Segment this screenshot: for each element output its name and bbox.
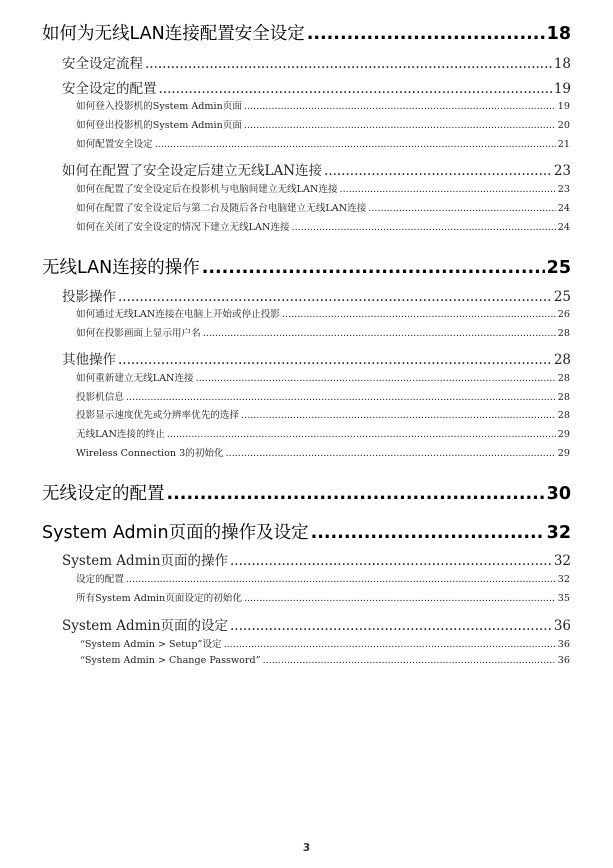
toc-entry[interactable] xyxy=(76,117,570,131)
toc-entry-page: 28 xyxy=(557,392,570,403)
toc-entry-page: 26 xyxy=(557,309,570,320)
dot-leader xyxy=(203,328,556,339)
toc-entry[interactable] xyxy=(62,159,571,179)
toc-entry[interactable] xyxy=(76,571,570,585)
toc-entry-page: 23 xyxy=(553,163,571,179)
toc-entry[interactable] xyxy=(76,426,570,440)
dot-leader xyxy=(159,81,552,97)
toc-entry-title: System Admin页面的操作 xyxy=(62,553,229,569)
toc-entry-page: 24 xyxy=(557,203,570,214)
toc-entry-title: 投影机信息 xyxy=(76,392,124,403)
toc-entry[interactable] xyxy=(76,445,570,459)
dot-leader xyxy=(167,429,556,440)
toc-entry-page: 20 xyxy=(557,120,570,131)
toc-entry[interactable] xyxy=(62,614,571,634)
toc-entry-title: 安全设定流程 xyxy=(62,56,143,72)
toc-entry-page: 18 xyxy=(553,56,571,72)
toc-entry-page: 32 xyxy=(553,553,571,569)
toc-entry-title: 如何在配置了安全设定后在投影机与电脑间建立无线LAN连接 xyxy=(76,184,338,195)
dot-leader xyxy=(244,593,556,604)
toc-entry-title: 设定的配置 xyxy=(76,574,124,585)
toc-entry-title: 投影显示速度优先或分辨率优先的选择 xyxy=(76,410,240,421)
dot-leader xyxy=(126,392,556,403)
dot-leader xyxy=(155,139,556,150)
toc-entry-page: 29 xyxy=(557,429,570,440)
dot-leader xyxy=(145,56,552,72)
toc-entry-page: 32 xyxy=(557,574,570,585)
toc-entry[interactable] xyxy=(76,200,570,214)
toc-entry-title: 如何在关闭了安全设定的情况下建立无线LAN连接 xyxy=(76,222,290,233)
dot-leader xyxy=(126,574,556,585)
toc-entry-page: 28 xyxy=(557,373,570,384)
toc-entry-page: 36 xyxy=(553,618,571,634)
toc-entry[interactable] xyxy=(42,20,571,45)
dot-leader xyxy=(292,222,556,233)
toc-entry-title: 其他操作 xyxy=(62,352,116,368)
dot-leader xyxy=(230,618,552,634)
page-number: 3 xyxy=(302,842,311,854)
dot-leader xyxy=(244,101,556,112)
toc-entry[interactable] xyxy=(80,655,570,666)
dot-leader xyxy=(340,184,556,195)
toc-entry-title: 无线LAN连接的操作 xyxy=(42,258,200,278)
toc-entry-page: 36 xyxy=(557,655,570,666)
dot-leader xyxy=(244,120,556,131)
toc-entry[interactable] xyxy=(62,549,571,569)
dot-leader xyxy=(368,203,555,214)
dot-leader xyxy=(167,484,545,504)
toc-entry-title: 如何在投影画面上显示用户名 xyxy=(76,328,201,339)
toc-entry-title: “System Admin > Change Password” xyxy=(80,655,261,666)
toc-entry[interactable] xyxy=(62,52,571,72)
toc-entry[interactable] xyxy=(42,519,571,544)
dot-leader xyxy=(118,289,552,305)
toc-entry-page: 25 xyxy=(546,258,571,278)
dot-leader xyxy=(118,352,552,368)
toc-entry-title: Wireless Connection 3的初始化 xyxy=(76,448,224,459)
toc-entry-page: 36 xyxy=(557,639,570,650)
dot-leader xyxy=(196,373,556,384)
toc-entry-title: 如何在配置了安全设定后与第二台及随后各台电脑建立无线LAN连接 xyxy=(76,203,367,214)
toc-entry-title: System Admin页面的设定 xyxy=(62,618,229,634)
toc-entry-title: 无线设定的配置 xyxy=(42,484,165,504)
toc-entry-page: 24 xyxy=(557,222,570,233)
toc-entry[interactable] xyxy=(76,407,570,421)
toc-entry-title: 如何配置安全设定 xyxy=(76,139,153,150)
dot-leader xyxy=(263,655,556,666)
toc-entry-title: 如何登入投影机的System Admin页面 xyxy=(76,101,242,112)
toc-entry[interactable] xyxy=(76,590,570,604)
toc-entry[interactable] xyxy=(62,285,571,305)
toc-entry-title: 无线LAN连接的终止 xyxy=(76,429,165,440)
toc-entry[interactable] xyxy=(76,370,570,384)
toc-entry-page: 29 xyxy=(557,448,570,459)
dot-leader xyxy=(226,448,556,459)
toc-entry[interactable] xyxy=(76,181,570,195)
dot-leader xyxy=(202,258,545,278)
toc-entry[interactable] xyxy=(76,98,570,112)
toc-entry-page: 21 xyxy=(557,139,570,150)
toc-entry-title: 如何重新建立无线LAN连接 xyxy=(76,373,194,384)
toc-entry-title: 投影操作 xyxy=(62,289,116,305)
dot-leader xyxy=(307,24,545,44)
toc-entry-page: 19 xyxy=(553,81,571,97)
dot-leader xyxy=(324,163,552,179)
toc-entry-title: 所有System Admin页面设定的初始化 xyxy=(76,593,242,604)
toc-entry-page: 35 xyxy=(557,593,570,604)
toc-entry-title: 如何通过无线LAN连接在电脑上开始或停止投影 xyxy=(76,309,280,320)
toc-entry-title: System Admin页面的操作及设定 xyxy=(42,523,309,543)
toc-entry-page: 18 xyxy=(546,24,571,44)
toc-entry[interactable] xyxy=(76,389,570,403)
toc-entry-title: 如何登出投影机的System Admin页面 xyxy=(76,120,242,131)
toc-entry-title: 如何为无线LAN连接配置安全设定 xyxy=(42,24,305,44)
toc-entry[interactable] xyxy=(80,636,570,650)
toc-entry[interactable] xyxy=(76,306,570,320)
toc-entry-page: 19 xyxy=(557,101,570,112)
toc-entry-page: 30 xyxy=(546,484,571,504)
toc-entry[interactable] xyxy=(76,325,570,339)
toc-entry-page: 23 xyxy=(557,184,570,195)
toc-entry-page: 28 xyxy=(557,410,570,421)
toc-entry[interactable] xyxy=(62,77,571,97)
toc-entry[interactable] xyxy=(76,219,570,233)
dot-leader xyxy=(311,523,545,543)
toc-entry[interactable] xyxy=(42,480,571,505)
dot-leader xyxy=(241,410,556,421)
toc-entry-page: 28 xyxy=(553,352,571,368)
toc-entry-title: 安全设定的配置 xyxy=(62,81,157,97)
toc-entry[interactable] xyxy=(62,348,571,368)
dot-leader xyxy=(282,309,556,320)
toc-entry[interactable] xyxy=(42,254,571,279)
toc-entry-title: “System Admin > Setup”设定 xyxy=(80,639,222,650)
toc-entry-page: 25 xyxy=(553,289,571,305)
toc-entry-title: 如何在配置了安全设定后建立无线LAN连接 xyxy=(62,163,323,179)
dot-leader xyxy=(230,553,552,569)
toc-entry-page: 28 xyxy=(557,328,570,339)
toc-entry-page: 32 xyxy=(546,523,571,543)
dot-leader xyxy=(224,639,556,650)
toc-entry[interactable] xyxy=(76,136,570,150)
